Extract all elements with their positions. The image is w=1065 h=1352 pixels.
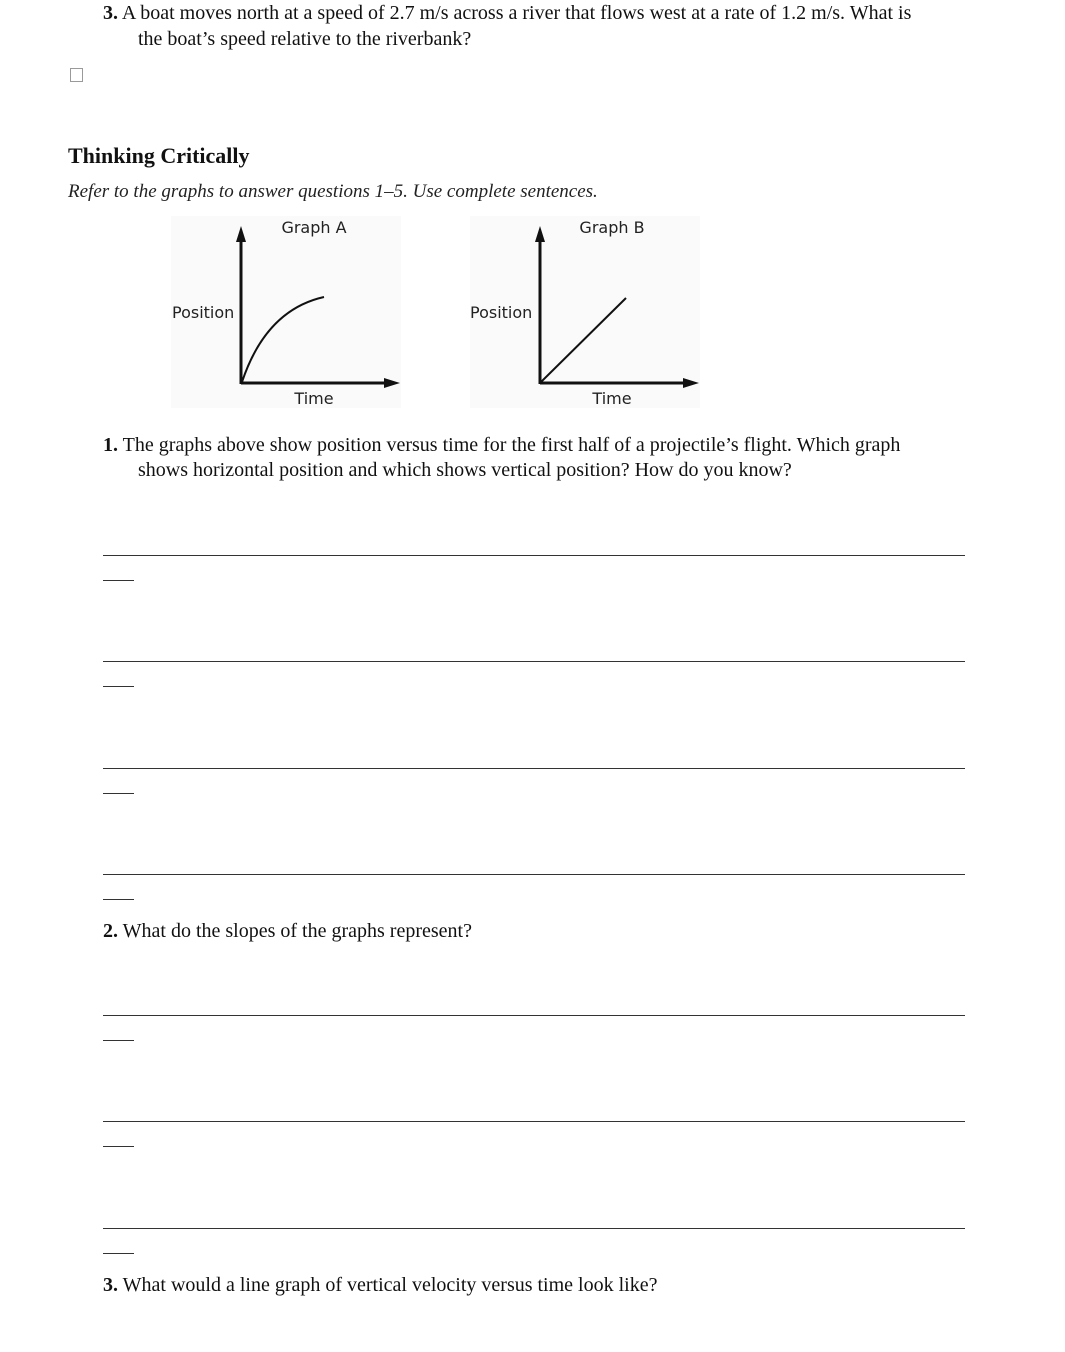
answer-line[interactable] bbox=[103, 1121, 965, 1122]
graph-b-figure bbox=[470, 216, 700, 408]
answer-line[interactable] bbox=[103, 874, 965, 875]
graph-a-title: Graph A bbox=[281, 218, 347, 237]
graph-a-x-label: Time bbox=[294, 389, 334, 408]
graph-a-figure bbox=[171, 216, 401, 408]
graph-b-y-arrow bbox=[535, 226, 545, 242]
answer-line[interactable] bbox=[103, 768, 965, 769]
answer-line[interactable] bbox=[103, 1015, 965, 1016]
question-1-line2: shows horizontal position and which shows vertical position? How do you know? bbox=[138, 459, 792, 481]
answer-line[interactable] bbox=[103, 1228, 965, 1229]
answer-line[interactable] bbox=[103, 555, 965, 556]
question-number: 3. bbox=[103, 2, 118, 24]
graph-a-curve bbox=[242, 297, 324, 382]
graph-b-title: Graph B bbox=[579, 218, 645, 237]
question-3-prev-line1 bbox=[103, 0, 911, 26]
graph-b-x-arrow bbox=[683, 378, 699, 388]
answer-line-stub bbox=[103, 899, 134, 900]
question-number: 1. bbox=[103, 434, 118, 456]
answer-line[interactable] bbox=[103, 661, 965, 662]
answer-line-stub bbox=[103, 1253, 134, 1254]
question-text: A boat moves north at a speed of 2.7 m/s across a river that flows west at a rate of 1.2 m/s. What is bbox=[121, 2, 912, 24]
graph-b-line bbox=[541, 298, 626, 382]
answer-line-stub bbox=[103, 686, 134, 687]
graph-b-x-label: Time bbox=[592, 389, 632, 408]
answer-line-stub bbox=[103, 793, 134, 794]
question-text: The graphs above show position versus time for the first half of a projectile’s flight. Which graph bbox=[122, 434, 901, 456]
question-text: What do the slopes of the graphs represent? bbox=[122, 920, 472, 942]
checkbox[interactable] bbox=[70, 68, 83, 82]
graph-a-y-arrow bbox=[236, 226, 246, 242]
graph-b-y-label: Position bbox=[470, 303, 533, 322]
answer-line-stub bbox=[103, 1040, 134, 1041]
question-3-prev-line2: the boat’s speed relative to the riverbank? bbox=[138, 28, 472, 50]
graph-a-x-arrow bbox=[384, 378, 400, 388]
question-number: 2. bbox=[103, 920, 118, 942]
section-instruction: Refer to the graphs to answer questions 1–5. Use complete sentences. bbox=[68, 181, 598, 202]
answer-line-stub bbox=[103, 1146, 134, 1147]
question-2 bbox=[103, 918, 472, 944]
question-text: What would a line graph of vertical velocity versus time look like? bbox=[122, 1274, 658, 1296]
graph-a bbox=[171, 216, 401, 408]
question-1-line1 bbox=[103, 432, 900, 458]
answer-line-stub bbox=[103, 580, 134, 581]
question-number: 3. bbox=[103, 1274, 118, 1296]
section-title: Thinking Critically bbox=[68, 143, 250, 168]
question-3 bbox=[103, 1272, 657, 1298]
graph-a-y-label: Position bbox=[172, 303, 235, 322]
graph-b bbox=[470, 216, 700, 408]
